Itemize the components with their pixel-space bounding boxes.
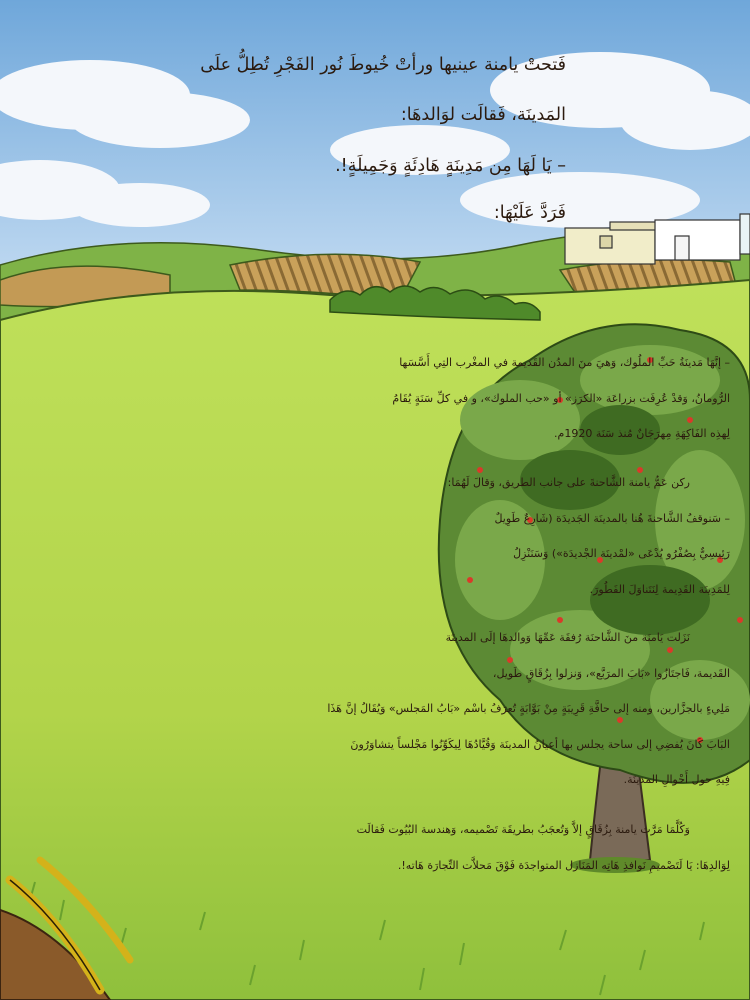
intro-line-2: المَدينَة، فَقالَت لوَالدهَا: (400, 105, 566, 125)
paragraph-3-line: القَديمة، فَاجتَازُوا «بَابَ المرَبَّع»، وَنزلوا بِزُقَاقٍ طَويل، (492, 666, 730, 680)
paragraph-3-line: فِيهِ حول أَحْوالِ المدينَة. (623, 773, 730, 786)
paragraph-4 (10, 812, 730, 883)
intro-line-4: فَرَدَّ عَلَيْهَا: (493, 203, 566, 223)
paragraph-1-line: – إنَّهَا مَدينَةُ حَبِّ الملُوك، وَهيَ منَ المدُن القَديمة في المغْرب التِي أَسَّسَها (399, 356, 730, 369)
intro-line-1: فَتحتْ يامنة عينيها ورأتْ خُيوطَ نُور الفَجْرِ تُطِلُّ علَى (200, 55, 566, 75)
paragraph-2-line: رَئِيسِيٌّ بِصُفْرُو يُدْعَى «لمْدينَة الجْديدَة») وَسَنَنْزِلُ (513, 547, 730, 560)
paragraph-2-line: لِلمَدِينَة القَدِيمة لِنَتَناوَلَ الفَطُورَ. (589, 582, 730, 596)
paragraph-3-line: نَزَلت يَامنَة منَ الشَّاحنَة رُفقَة عَمِّهَا وَوالدهَا إلَى المدينَة (445, 631, 690, 644)
paragraph-1-line: الرُّومانُ، وَقدْ عُرِفَت بزراعَة «الكرَز» أو «حب الملوك»، و في كلِّ سَنَةٍ يُقَامُ (392, 391, 730, 405)
paragraph-4-line: لِوَالدِهَا: يَا لَتَصْميمِ نَوافذِ هَاتِه المَنَازل المتواجدَة فَوْقَ مَحلاَّت التِّجارَة هَاته!. (397, 858, 730, 872)
paragraph-1-line: لِهذِه الفَاكِهَةِ مِهرَجَانٌ مُنذ سَنَة 1920م. (554, 427, 730, 440)
paragraph-2-line: – سَنوقفُ الشَّاحنةَ هُنا بالمدينَة الجَديدَة (شَارِعٌ طَوِيلٌ (494, 511, 730, 525)
paragraph-3-line: مَلِيءٍ بالجزَّارين، ومنه إلى حافَّةِ قَرِيبَةٍ مِنْ بَوَّابَةٍ تُعرَفُ باسْم «بَابُ المَجلس» وَيُقَالُ إنَّ هَذَا (327, 702, 730, 715)
intro-line-3: – يَا لَهَا مِن مَدِينَةٍ هَادِئَةٍ وَجَمِيلَةٍ!. (335, 156, 566, 176)
paragraph-3-line: البَابَ كَانَ يُفضِي إلى ساحة يجلس بها أعيانُ المدينَة وَقُيَّادُهَا لِيكَوِّنُوا مَجْلساً يتشاوَرُونَ (350, 737, 730, 751)
paragraph-1 (10, 345, 730, 452)
paragraph-4-line: وَكُلَّمَا مَرَّت يامنة بِزُقَاقٍ إلاَّ وَتُعجَبُ بطريقَة تَصْميمه، وَهندسة البُيُوت فَقالَت (356, 823, 690, 836)
paragraph-2 (10, 465, 730, 607)
paragraph-3 (10, 620, 730, 798)
paragraph-2-line: ركن عَمُّ يامنة الشَّاحنةَ على جانب الطريق، وَقالَ لَهُمَا: (447, 476, 690, 489)
